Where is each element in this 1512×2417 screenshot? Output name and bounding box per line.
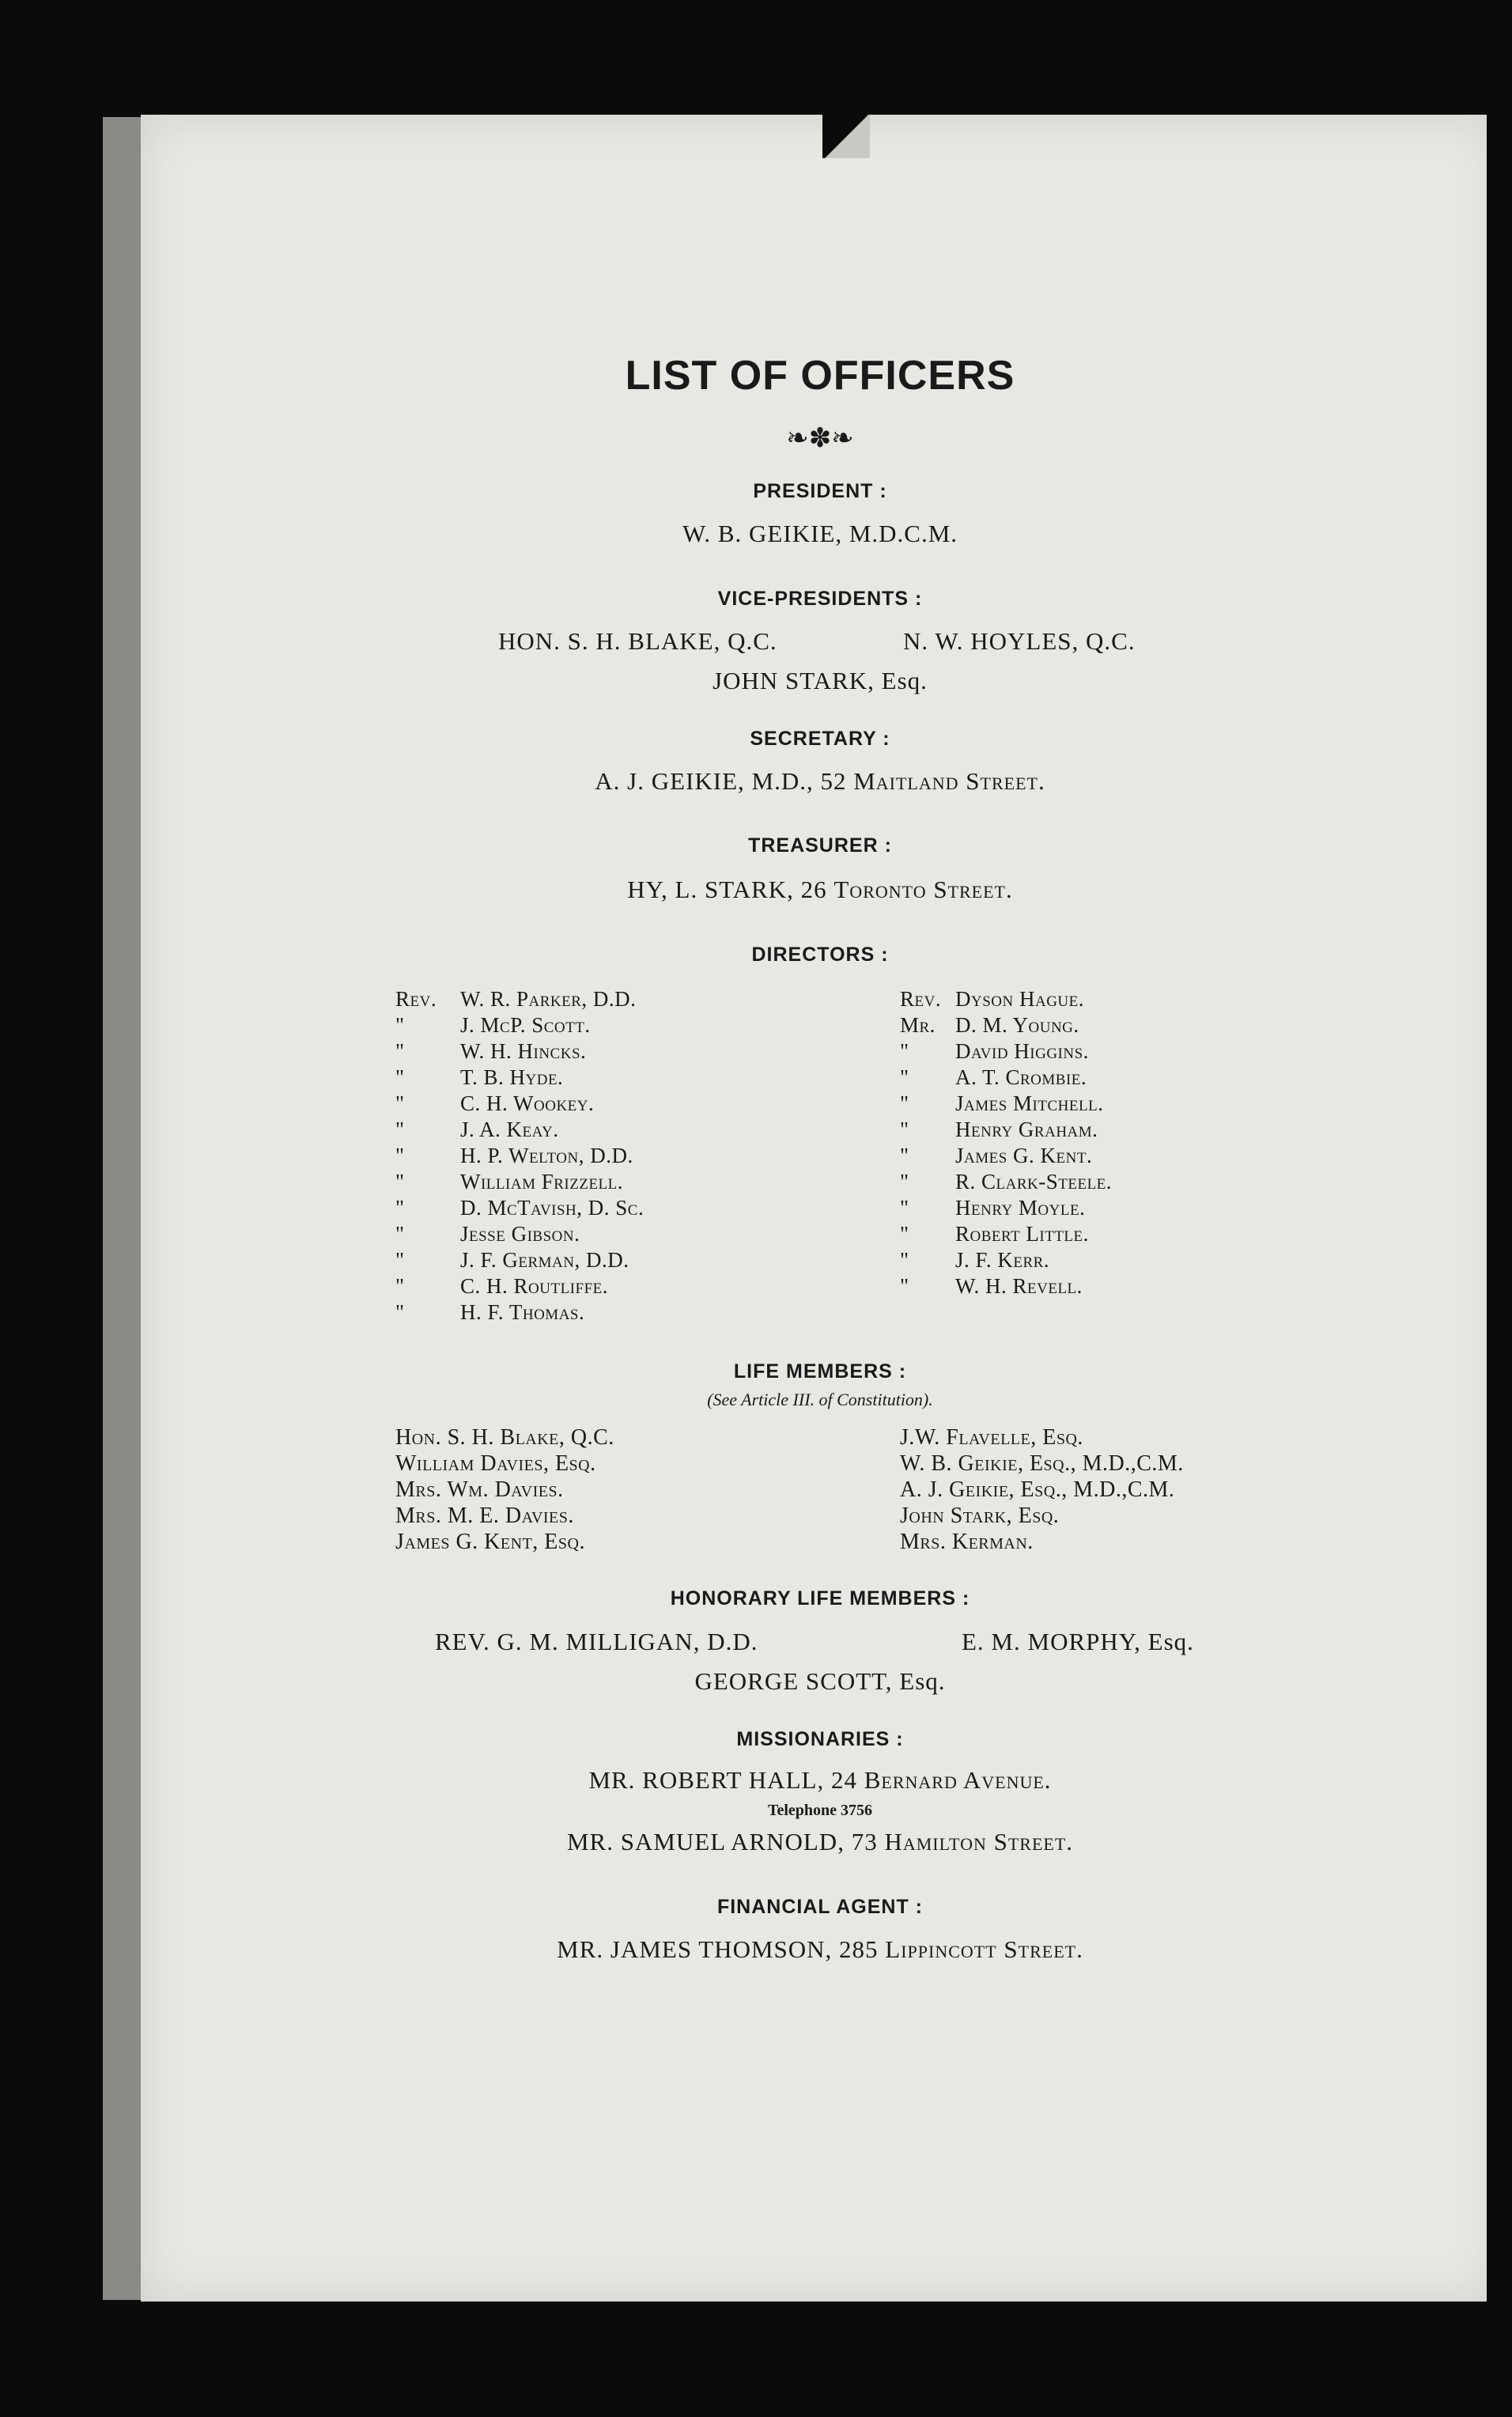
honorary-life-members-heading: HONORARY LIFE MEMBERS : (670, 1587, 970, 1609)
director-row (395, 1012, 644, 1038)
life-member: Mrs. M. E. Davies. (395, 1504, 574, 1528)
missionaries-heading: MISSIONARIES : (736, 1728, 904, 1750)
missionary-second-address: Hamilton Street. (884, 1828, 1074, 1855)
director-name: D. McTavish, D. Sc. (460, 1196, 644, 1220)
director-name: C. H. Routliffe. (460, 1274, 608, 1298)
director-name: William Frizzell. (460, 1170, 624, 1193)
director-row (395, 1299, 644, 1326)
financial-agent-line (141, 1935, 1499, 1964)
director-row (395, 1065, 644, 1091)
director-row (900, 1143, 1112, 1169)
honorary-member-left: REV. G. M. MILLIGAN, D.D. (435, 1628, 758, 1655)
life-members-left-column (395, 1424, 614, 1555)
director-row (395, 1273, 644, 1299)
life-member: W. B. Geikie, Esq., M.D.,C.M. (900, 1451, 1184, 1476)
director-prefix: Mr. (900, 1013, 936, 1037)
director-row (395, 1195, 644, 1221)
director-row (395, 1091, 644, 1117)
vice-president-left: HON. S. H. BLAKE, Q.C. (498, 627, 777, 655)
director-name: James Mitchell. (955, 1091, 1104, 1115)
life-member: John Stark, Esq. (900, 1504, 1060, 1528)
director-name: W. H. Revell. (955, 1274, 1083, 1298)
life-member: Mrs. Kerman. (900, 1530, 1034, 1554)
honorary-member-right: E. M. MORPHY, Esq. (962, 1628, 1194, 1655)
missionary-second-name: MR. SAMUEL ARNOLD, 73 (566, 1828, 878, 1855)
director-row (395, 1038, 644, 1065)
director-name: R. Clark-Steele. (955, 1170, 1113, 1193)
director-prefix: Rev. (900, 987, 942, 1011)
treasurer-line (141, 876, 1499, 904)
director-row (900, 1273, 1112, 1299)
missionary-telephone: Telephone 3756 (767, 1802, 873, 1819)
director-prefix: " (900, 1274, 909, 1298)
director-row (900, 1012, 1112, 1038)
life-member: A. J. Geikie, Esq., M.D.,C.M. (900, 1477, 1175, 1502)
life-member: William Davies, Esq. (395, 1451, 596, 1476)
director-row (395, 1169, 644, 1195)
director-row (395, 1221, 644, 1247)
director-prefix: " (395, 1091, 405, 1115)
director-name: C. H. Wookey. (460, 1091, 595, 1115)
vice-presidents-heading: VICE-PRESIDENTS : (717, 588, 923, 610)
financial-agent-name: MR. JAMES THOMSON, 285 (557, 1935, 879, 1963)
director-name: A. T. Crombie. (955, 1065, 1087, 1089)
director-prefix: " (395, 1065, 405, 1089)
missionary-second-line (141, 1828, 1499, 1856)
director-prefix: " (900, 1091, 909, 1115)
director-prefix: " (900, 1196, 909, 1220)
director-prefix: " (900, 1065, 909, 1089)
life-members-heading: LIFE MEMBERS : (733, 1360, 907, 1382)
page-content (141, 115, 1499, 2302)
director-name: Dyson Hague. (955, 987, 1084, 1011)
director-name: J. F. Kerr. (955, 1248, 1050, 1272)
director-name: Henry Graham. (955, 1118, 1098, 1141)
director-prefix: " (395, 1170, 405, 1193)
director-row (900, 1247, 1112, 1273)
vice-president-right: N. W. HOYLES, Q.C. (903, 627, 1136, 655)
director-prefix: " (900, 1170, 909, 1193)
director-prefix: " (900, 1039, 909, 1063)
director-name: W. R. Parker, D.D. (460, 987, 637, 1011)
director-name: Henry Moyle. (955, 1196, 1086, 1220)
treasurer-name: HY, L. STARK, 26 (627, 876, 827, 903)
director-prefix: " (395, 1013, 405, 1037)
director-row (395, 1117, 644, 1143)
director-prefix: " (395, 1300, 405, 1324)
secretary-line (141, 767, 1499, 796)
director-prefix: " (900, 1222, 909, 1246)
director-name: T. B. Hyde. (460, 1065, 564, 1089)
director-name: J. McP. Scott. (460, 1013, 591, 1037)
missionary-first-line (141, 1766, 1499, 1795)
director-name: David Higgins. (955, 1039, 1089, 1063)
life-member: J.W. Flavelle, Esq. (900, 1425, 1083, 1450)
director-name: H. P. Welton, D.D. (460, 1144, 633, 1167)
director-prefix: Rev. (395, 987, 437, 1011)
president-heading: PRESIDENT : (753, 480, 887, 502)
director-prefix: " (900, 1144, 909, 1167)
life-members-note: (See Article III. of Constitution). (707, 1390, 933, 1409)
director-prefix: " (395, 1196, 405, 1220)
director-prefix: " (395, 1118, 405, 1141)
secretary-address: Maitland Street. (853, 767, 1045, 795)
financial-agent-address: Lippincott Street. (885, 1935, 1083, 1963)
director-name: J. F. German, D.D. (460, 1248, 629, 1272)
page-title: LIST OF OFFICERS (625, 353, 1015, 399)
directors-heading: DIRECTORS : (751, 944, 889, 966)
director-name: James G. Kent. (955, 1144, 1093, 1167)
secretary-name: A. J. GEIKIE, M.D., 52 (595, 767, 847, 795)
ornament-divider: ❧✽❧ (786, 424, 854, 453)
treasurer-address: Toronto Street. (833, 876, 1013, 903)
director-prefix: " (395, 1222, 405, 1246)
director-row (900, 1169, 1112, 1195)
director-row (395, 986, 644, 1012)
treasurer-heading: TREASURER : (748, 834, 892, 857)
director-row (900, 1038, 1112, 1065)
director-row (395, 1143, 644, 1169)
director-prefix: " (395, 1039, 405, 1063)
director-row (900, 1117, 1112, 1143)
director-row (900, 1065, 1112, 1091)
director-row (900, 986, 1112, 1012)
director-prefix: " (900, 1248, 909, 1272)
director-name: D. M. Young. (955, 1013, 1079, 1037)
director-name: Robert Little. (955, 1222, 1089, 1246)
financial-agent-heading: FINANCIAL AGENT : (716, 1896, 924, 1918)
director-name: J. A. Keay. (460, 1118, 559, 1141)
director-row (395, 1247, 644, 1273)
director-row (900, 1221, 1112, 1247)
director-prefix: " (395, 1274, 405, 1298)
secretary-heading: SECRETARY : (750, 728, 890, 750)
vice-president-third: JOHN STARK, Esq. (713, 667, 928, 694)
missionary-first-address: Bernard Avenue. (864, 1766, 1052, 1794)
director-prefix: " (900, 1118, 909, 1141)
life-members-right-column (900, 1424, 1184, 1555)
directors-left-column (395, 986, 644, 1326)
president-name: W. B. GEIKIE, M.D.C.M. (682, 520, 958, 547)
director-name: W. H. Hincks. (460, 1039, 587, 1063)
director-name: H. F. Thomas. (460, 1300, 585, 1324)
director-row (900, 1091, 1112, 1117)
director-row (900, 1195, 1112, 1221)
life-member: Hon. S. H. Blake, Q.C. (395, 1425, 614, 1450)
missionary-first-name: MR. ROBERT HALL, 24 (588, 1766, 857, 1794)
honorary-member-third: GEORGE SCOTT, Esq. (694, 1667, 946, 1695)
directors-right-column (900, 986, 1112, 1299)
director-prefix: " (395, 1248, 405, 1272)
life-member: James G. Kent, Esq. (395, 1530, 585, 1554)
life-member: Mrs. Wm. Davies. (395, 1477, 564, 1502)
director-name: Jesse Gibson. (460, 1222, 580, 1246)
director-prefix: " (395, 1144, 405, 1167)
